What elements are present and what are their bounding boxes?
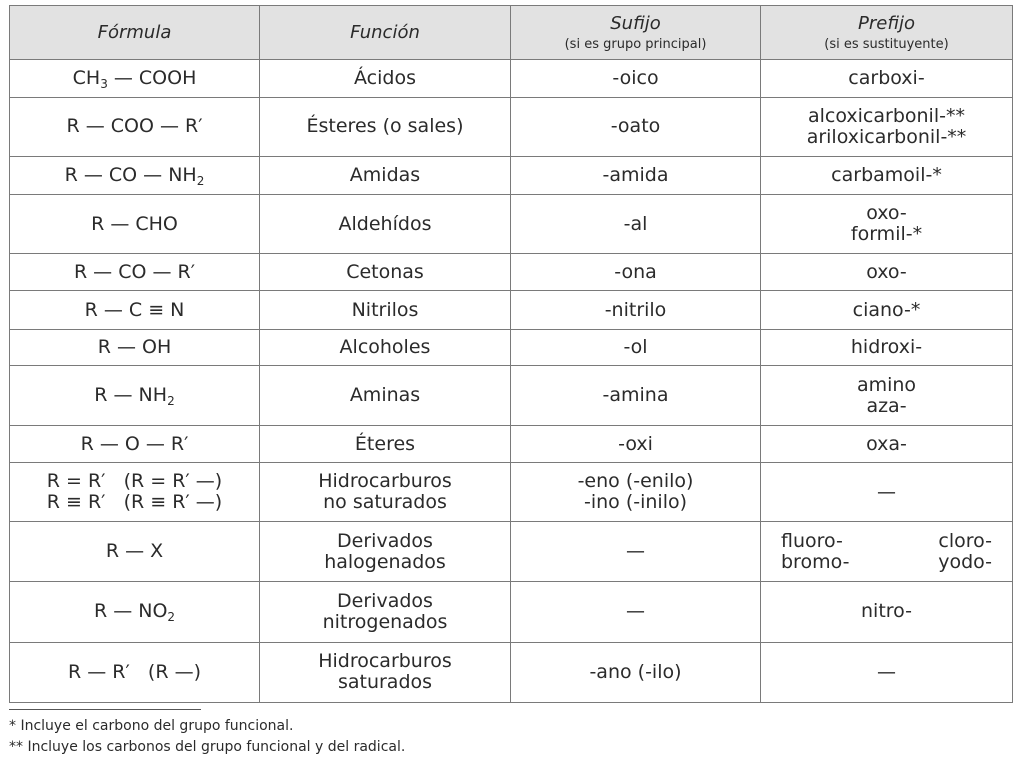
suffix-cell: -amida <box>511 156 761 194</box>
suffix-cell: -ano (-ilo) <box>511 642 761 702</box>
function-cell: Hidrocarburos no saturados <box>260 463 511 521</box>
table-row <box>10 582 1013 642</box>
table-row <box>10 329 1013 365</box>
suffix-cell: -oico <box>511 60 761 98</box>
suffix-cell: — <box>511 521 761 581</box>
function-cell: Aldehídos <box>260 194 511 253</box>
table-row <box>10 194 1013 253</box>
header-row <box>10 6 1013 60</box>
table-row <box>10 291 1013 329</box>
prefix-cell: — <box>761 642 1013 702</box>
header-suffix: Sufijo (si es grupo principal) <box>511 6 761 60</box>
footnote-double-asterisk: ** Incluye los carbonos del grupo funcional y del radical. <box>9 739 406 755</box>
formula-cell: $CH_3$ — COOH <box>10 60 260 98</box>
function-cell: Amidas <box>260 156 511 194</box>
formula-cell: R — $NO_2$ <box>10 582 260 642</box>
suffix-cell: -oxi <box>511 426 761 463</box>
formula-cell: R — R′ (R —) <box>10 642 260 702</box>
footnote-divider <box>9 709 201 710</box>
prefix-cell: nitro- <box>761 582 1013 642</box>
formula-cell: R — CHO <box>10 194 260 253</box>
formula-cell: R — COO — R′ <box>10 98 260 156</box>
function-cell: Éteres <box>260 426 511 463</box>
formula-cell: R — OH <box>10 329 260 365</box>
prefix-cell: oxa- <box>761 426 1013 463</box>
prefix-cell: ciano-* <box>761 291 1013 329</box>
table-row <box>10 60 1013 98</box>
header-suffix-note: (si es grupo principal) <box>564 37 707 52</box>
formula-cell: R — CO — $NH_2$ <box>10 156 260 194</box>
function-cell: Nitrilos <box>260 291 511 329</box>
table-row <box>10 642 1013 702</box>
formula-cell: R = R′ (R = R′ —) R ≡ R′ (R ≡ R′ —) <box>10 463 260 521</box>
header-formula: Fórmula <box>10 6 260 60</box>
function-cell: Hidrocarburos saturados <box>260 642 511 702</box>
suffix-cell: -eno (-enilo) -ino (-inilo) <box>511 463 761 521</box>
formula-cell: R — CO — R′ <box>10 254 260 291</box>
suffix-cell: — <box>511 582 761 642</box>
suffix-cell: -ona <box>511 254 761 291</box>
prefix-cell: oxo- formil-* <box>761 194 1013 253</box>
prefix-cell: carbamoil-* <box>761 156 1013 194</box>
footnote-single-asterisk: * Incluye el carbono del grupo funcional. <box>9 718 294 734</box>
prefix-cell: fluoro- cloro- bromo- yodo- <box>761 521 1013 581</box>
table-row <box>10 521 1013 581</box>
table-row <box>10 98 1013 156</box>
prefix-cell: alcoxicarbonil-** ariloxicarbonil-** <box>761 98 1013 156</box>
table-row <box>10 426 1013 463</box>
header-function: Función <box>260 6 511 60</box>
function-cell: Derivados nitrogenados <box>260 582 511 642</box>
suffix-cell: -nitrilo <box>511 291 761 329</box>
table-row <box>10 463 1013 521</box>
table-row <box>10 156 1013 194</box>
header-prefix-note: (si es sustituyente) <box>824 37 949 52</box>
table-row <box>10 254 1013 291</box>
formula-cell: R — X <box>10 521 260 581</box>
suffix-cell: -oato <box>511 98 761 156</box>
formula-cell: R — O — R′ <box>10 426 260 463</box>
function-cell: Alcoholes <box>260 329 511 365</box>
header-prefix: Prefijo (si es sustituyente) <box>761 6 1013 60</box>
suffix-cell: -amina <box>511 365 761 425</box>
prefix-cell: — <box>761 463 1013 521</box>
prefix-cell: amino aza- <box>761 365 1013 425</box>
function-cell: Cetonas <box>260 254 511 291</box>
function-cell: Derivados halogenados <box>260 521 511 581</box>
prefix-cell: hidroxi- <box>761 329 1013 365</box>
function-cell: Ácidos <box>260 60 511 98</box>
function-cell: Aminas <box>260 365 511 425</box>
footnotes <box>9 709 609 759</box>
function-cell: Ésteres (o sales) <box>260 98 511 156</box>
formula-cell: R — $NH_2$ <box>10 365 260 425</box>
prefix-cell: carboxi- <box>761 60 1013 98</box>
table-row <box>10 365 1013 425</box>
functional-groups-table <box>9 5 1013 703</box>
prefix-cell: oxo- <box>761 254 1013 291</box>
suffix-cell: -al <box>511 194 761 253</box>
formula-cell: R — C ≡ N <box>10 291 260 329</box>
suffix-cell: -ol <box>511 329 761 365</box>
